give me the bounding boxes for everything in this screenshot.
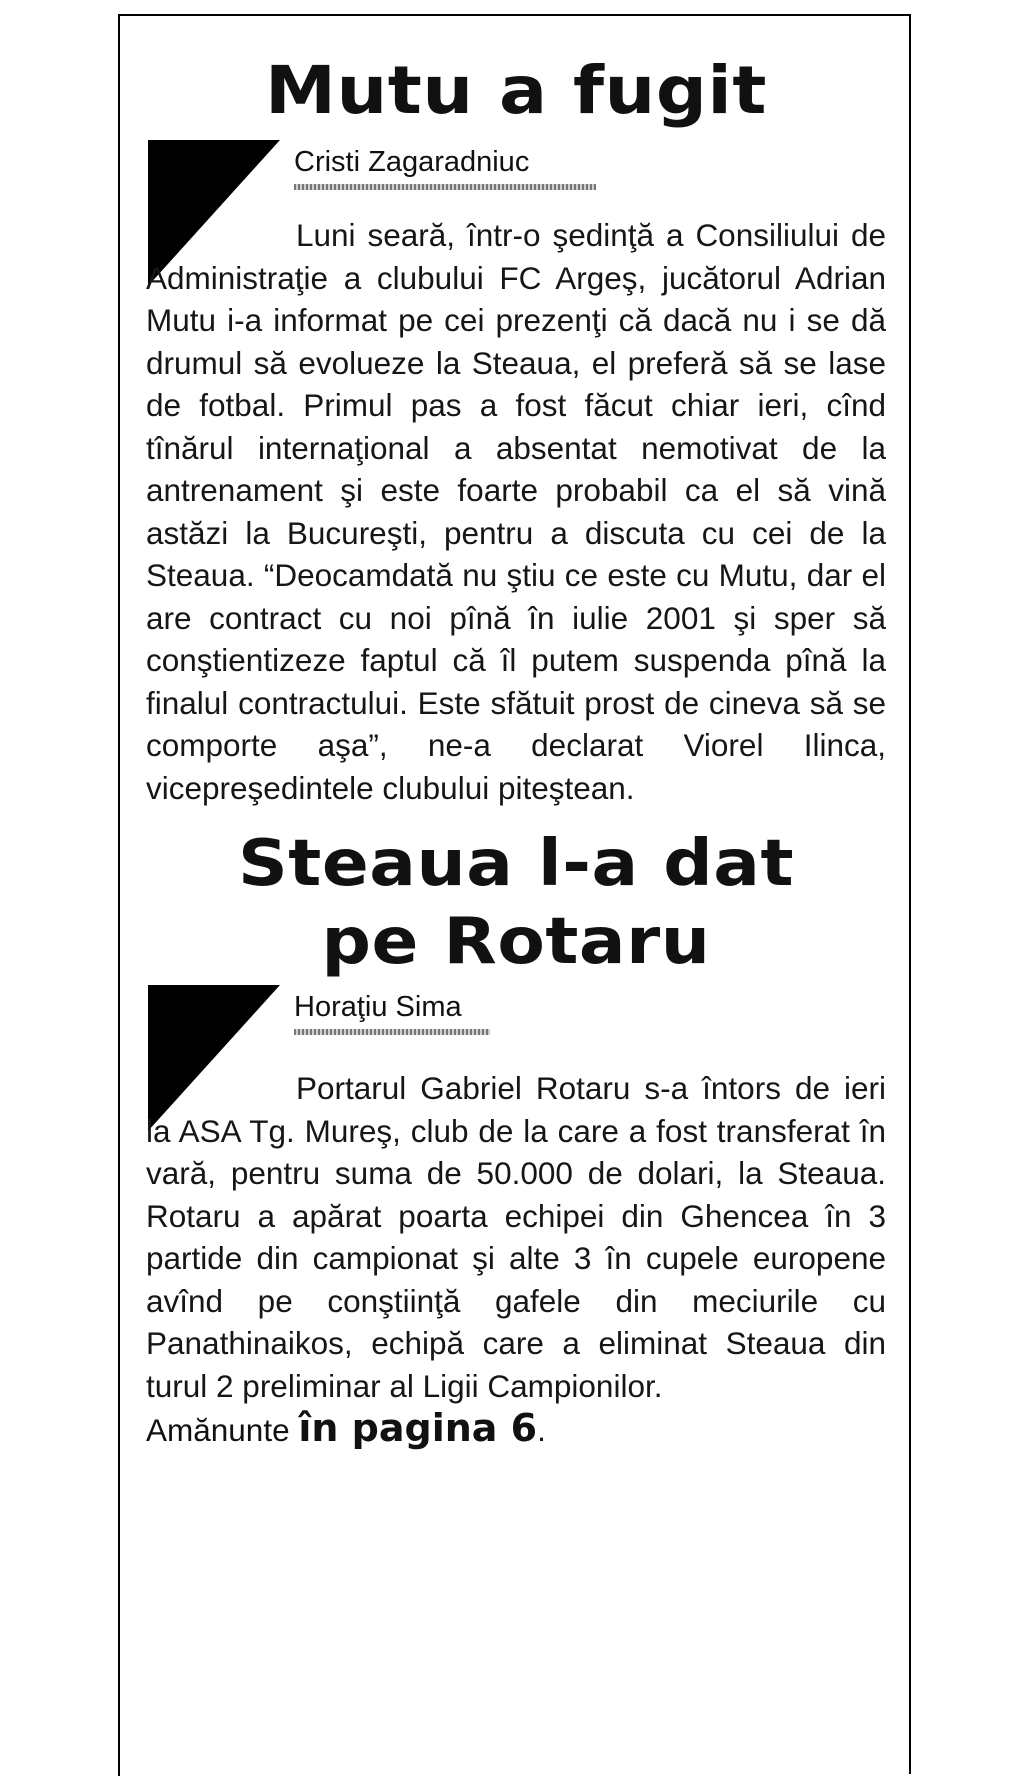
article-headline [116,825,915,981]
continued-prefix: Amănunte [146,1412,290,1448]
byline-rule [294,1029,490,1035]
article-body: Luni seară, într-o şedinţă a Consiliului de Administraţie a clubului FC Argeş, jucătorul Adrian Mutu i-a informat pe cei prezenţi că dacă nu i se dă drumul să evolueze la Steaua, el preferă să se lase de fotbal. Primul pas a fost făcut chiar ieri, cînd tînărul internaţional a absentat nemotivat de la antrenament şi este foarte probabil ca el să vină astăzi la Bucureşti, pentru a discuta cu cei de la Steaua. “Deocamdată nu ştiu ce este cu Mutu, dar el are contract cu noi pînă în iulie 2001 şi sper să conştientizeze faptul că îl putem suspenda pînă la finalul contractului. Este sfătuit prost de cineva să se comporte aşa”, ne-a declarat Viorel Ilinca, vicepreşedintele clubului piteştean. [146,217,886,806]
author-name: Horaţiu Sima [294,991,462,1023]
byline [146,985,886,1057]
headline-line-2: pe Rotaru [321,905,711,979]
continued-page-ref: în pagina 6 [298,1406,538,1450]
article-mutu [146,52,886,809]
article-body: Portarul Gabriel Rotaru s-a întors de ieri la ASA Tg. Mureş, club de la care a fost transferat în vară, pentru suma de 50.000 de dolari, la Steaua. Rotaru a apărat poarta echipei din Ghencea în 3 partide din campionat şi alte 3 în cupele europene avînd pe conştiinţă gafele din meciurile cu Panathinaikos, echipă care a eliminat Steaua din turul 2 preliminar al Ligii Campionilor. [146,1070,886,1404]
headline-line-1: Steaua l-a dat [237,827,795,901]
byline-rule [294,184,596,190]
article-rotaru [146,825,886,1452]
continued-note [146,1407,886,1452]
article-headline: Mutu a fugit [265,52,767,129]
news-column [146,40,886,1452]
byline [146,140,886,212]
author-name: Cristi Zagaradniuc [294,146,530,178]
column-border-top [118,14,911,16]
continued-suffix: . [537,1412,546,1448]
